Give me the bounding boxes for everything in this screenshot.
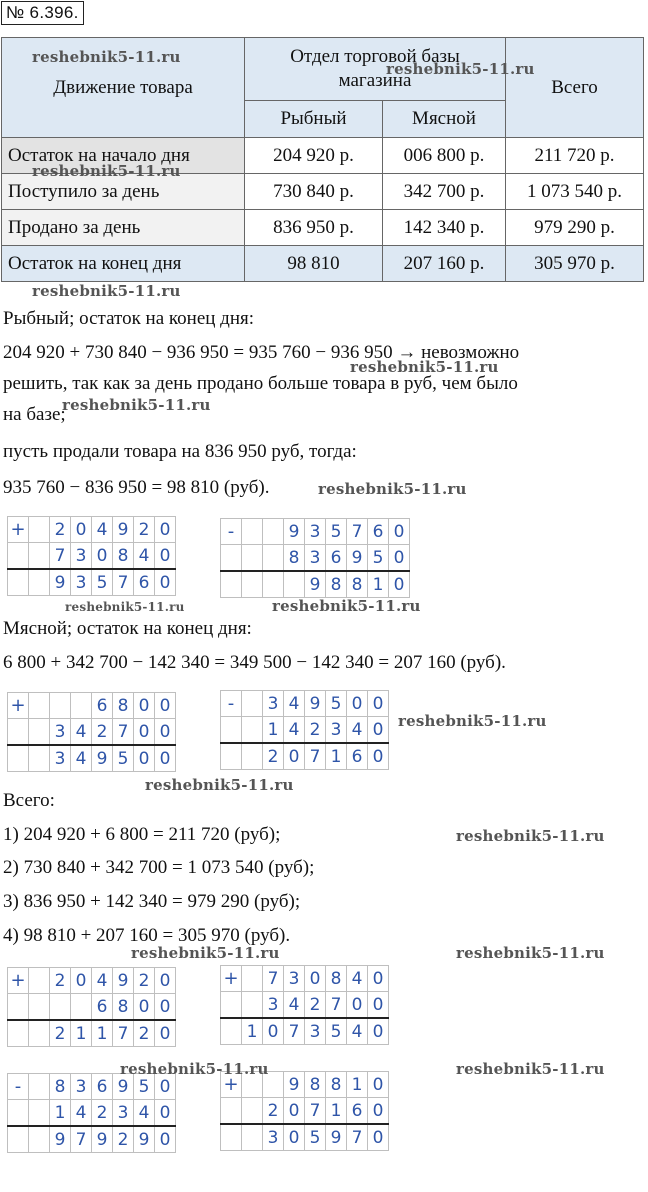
problem-number: № 6.396. [1, 1, 84, 25]
digit-cell: 6 [368, 519, 389, 545]
digit-cell: 0 [155, 569, 176, 596]
total-line-1: 1) 204 920 + 6 800 = 211 720 (руб); [3, 824, 281, 845]
digit-cell: 3 [50, 719, 71, 746]
fish-equation-1-cont: решить, так как за день продано больше товара в руб, чем было [3, 373, 518, 394]
goods-movement-table [1, 37, 644, 282]
operand-row [8, 517, 176, 543]
digit-cell: 2 [134, 1020, 155, 1047]
digit-cell: 2 [134, 517, 155, 543]
column-addition-total-2 [220, 965, 389, 1045]
digit-cell: 0 [305, 966, 326, 992]
digit-cell: 7 [326, 992, 347, 1019]
digit-cell: 9 [92, 745, 113, 772]
operation-sign [8, 1020, 29, 1047]
digit-cell: 4 [347, 966, 368, 992]
watermark: reshebnik5-11.ru [65, 600, 185, 614]
operation-sign: + [221, 1072, 242, 1098]
header-total: Всего [506, 38, 644, 138]
digit-cell: 4 [134, 1100, 155, 1127]
digit-cell: 0 [368, 717, 389, 744]
digit-cell [71, 994, 92, 1021]
digit-cell: 9 [92, 1126, 113, 1153]
digit-cell: 4 [284, 992, 305, 1019]
digit-cell: 2 [50, 968, 71, 994]
digit-cell: 3 [305, 1018, 326, 1045]
digit-cell: 4 [71, 719, 92, 746]
operand-row [221, 545, 410, 572]
digit-cell [284, 571, 305, 598]
digit-cell: 0 [368, 966, 389, 992]
digit-cell: 7 [263, 966, 284, 992]
watermark: reshebnik5-11.ru [350, 358, 499, 376]
digit-cell [242, 1098, 263, 1125]
operation-sign [8, 543, 29, 570]
digit-cell: 0 [71, 517, 92, 543]
digit-cell: 9 [134, 1126, 155, 1153]
digit-cell: 0 [155, 1074, 176, 1100]
header-movement: Движение товара [2, 38, 245, 138]
watermark: reshebnik5-11.ru [131, 944, 280, 962]
digit-cell: 2 [113, 1126, 134, 1153]
operand-row [8, 719, 176, 746]
column-addition-total-4 [220, 1071, 389, 1151]
fish-equation-2: 935 760 − 836 950 = 98 810 (руб). [3, 477, 270, 498]
operation-sign: + [221, 966, 242, 992]
digit-cell: 0 [284, 1124, 305, 1151]
digit-cell: 3 [263, 691, 284, 717]
digit-cell [29, 517, 50, 543]
digit-cell: 4 [71, 1100, 92, 1127]
digit-cell: 2 [134, 968, 155, 994]
header-department: Отдел торговой базы магазина [245, 38, 506, 101]
digit-cell: 4 [347, 717, 368, 744]
digit-cell: 0 [368, 743, 389, 770]
digit-cell: 0 [368, 1018, 389, 1045]
meat-heading: Мясной; остаток на конец дня: [3, 618, 252, 639]
digit-cell: 8 [347, 571, 368, 598]
operation-sign [8, 719, 29, 746]
operation-sign: - [8, 1074, 29, 1100]
digit-cell: 6 [347, 743, 368, 770]
digit-cell: 7 [284, 1018, 305, 1045]
operation-sign: + [8, 517, 29, 543]
watermark: reshebnik5-11.ru [145, 776, 294, 794]
digit-cell: 9 [50, 569, 71, 596]
row-label: Остаток на начало дня [2, 138, 245, 174]
operation-sign [221, 1098, 242, 1125]
digit-cell: 1 [92, 1020, 113, 1047]
column-subtraction-meat [220, 690, 389, 770]
operation-sign [221, 717, 242, 744]
watermark: reshebnik5-11.ru [32, 48, 181, 66]
digit-cell [29, 693, 50, 719]
operation-sign [221, 571, 242, 598]
digit-cell: 5 [326, 519, 347, 545]
digit-cell: 0 [368, 992, 389, 1019]
operand-row [221, 691, 389, 717]
digit-cell: 7 [305, 1098, 326, 1125]
result-row [8, 745, 176, 772]
digit-cell: 7 [113, 1020, 134, 1047]
row-label: Поступило за день [2, 174, 245, 210]
digit-cell: 8 [113, 543, 134, 570]
digit-cell [29, 994, 50, 1021]
operation-sign: - [221, 691, 242, 717]
digit-cell [263, 519, 284, 545]
digit-cell: 0 [368, 1072, 389, 1098]
fish-heading: Рыбный; остаток на конец дня: [3, 308, 255, 329]
digit-cell: 8 [113, 693, 134, 719]
column-addition-fish [7, 516, 176, 596]
digit-cell: 0 [368, 1098, 389, 1125]
digit-cell: 2 [305, 717, 326, 744]
digit-cell: 8 [284, 545, 305, 572]
watermark: reshebnik5-11.ru [318, 480, 467, 498]
digit-cell: 0 [155, 719, 176, 746]
operation-sign: - [221, 519, 242, 545]
cell-total: 1 073 540 р. [506, 174, 644, 210]
digit-cell: 0 [389, 545, 410, 572]
digit-cell: 4 [92, 968, 113, 994]
operation-sign [221, 545, 242, 572]
digit-cell: 3 [305, 519, 326, 545]
digit-cell: 3 [71, 1074, 92, 1100]
digit-cell: 0 [134, 745, 155, 772]
cell-fish: 98 810 [245, 246, 383, 282]
total-line-2: 2) 730 840 + 342 700 = 1 073 540 (руб); [3, 857, 315, 878]
digit-cell [29, 569, 50, 596]
digit-cell: 0 [155, 543, 176, 570]
digit-cell: 5 [326, 1018, 347, 1045]
cell-total: 305 970 р. [506, 246, 644, 282]
digit-cell: 0 [389, 519, 410, 545]
digit-cell: 8 [305, 1072, 326, 1098]
digit-cell: 9 [113, 1074, 134, 1100]
column-subtraction-fish [220, 518, 410, 598]
digit-cell: 9 [347, 545, 368, 572]
total-line-3: 3) 836 950 + 142 340 = 979 290 (руб); [3, 891, 301, 912]
digit-cell: 2 [50, 517, 71, 543]
operation-sign [8, 1100, 29, 1127]
result-row [8, 1126, 176, 1153]
row-label: Продано за день [2, 210, 245, 246]
result-row [8, 569, 176, 596]
digit-cell: 7 [71, 1126, 92, 1153]
digit-cell: 1 [242, 1018, 263, 1045]
digit-cell: 7 [113, 719, 134, 746]
digit-cell: 0 [71, 968, 92, 994]
operation-sign [8, 1126, 29, 1153]
digit-cell: 7 [347, 1124, 368, 1151]
digit-cell: 3 [263, 992, 284, 1019]
digit-cell [263, 545, 284, 572]
operand-row [221, 992, 389, 1019]
digit-cell: 5 [368, 545, 389, 572]
digit-cell: 3 [71, 543, 92, 570]
digit-cell: 8 [50, 1074, 71, 1100]
digit-cell: 0 [134, 994, 155, 1021]
digit-cell: 0 [284, 743, 305, 770]
digit-cell: 6 [134, 569, 155, 596]
digit-cell [242, 545, 263, 572]
digit-cell: 9 [284, 519, 305, 545]
watermark: reshebnik5-11.ru [32, 162, 181, 180]
digit-cell: 4 [71, 745, 92, 772]
column-addition-total-1 [7, 967, 176, 1047]
digit-cell: 9 [50, 1126, 71, 1153]
result-row [8, 1020, 176, 1047]
digit-cell: 9 [113, 517, 134, 543]
digit-cell: 4 [347, 1018, 368, 1045]
result-row [221, 1018, 389, 1045]
digit-cell: 5 [305, 1124, 326, 1151]
result-row [221, 1124, 389, 1151]
digit-cell: 4 [92, 517, 113, 543]
digit-cell: 7 [50, 543, 71, 570]
watermark: reshebnik5-11.ru [456, 944, 605, 962]
digit-cell: 5 [92, 569, 113, 596]
digit-cell: 2 [263, 1098, 284, 1125]
digit-cell: 4 [134, 543, 155, 570]
digit-cell [71, 693, 92, 719]
digit-cell: 9 [305, 571, 326, 598]
digit-cell: 9 [113, 968, 134, 994]
operand-row [221, 1098, 389, 1125]
operation-sign [8, 745, 29, 772]
digit-cell: 7 [347, 519, 368, 545]
digit-cell [242, 571, 263, 598]
digit-cell [50, 994, 71, 1021]
digit-cell: 1 [368, 571, 389, 598]
digit-cell: 9 [305, 691, 326, 717]
digit-cell [242, 717, 263, 744]
operation-sign [221, 992, 242, 1019]
digit-cell [29, 719, 50, 746]
cell-meat: 342 700 р. [383, 174, 506, 210]
digit-cell: 6 [347, 1098, 368, 1125]
digit-cell: 2 [92, 1100, 113, 1127]
digit-cell [242, 1124, 263, 1151]
digit-cell: 0 [155, 517, 176, 543]
digit-cell: 7 [305, 743, 326, 770]
watermark: reshebnik5-11.ru [120, 1060, 269, 1078]
cell-fish: 836 950 р. [245, 210, 383, 246]
table-row [2, 246, 644, 282]
digit-cell [242, 966, 263, 992]
digit-cell: 5 [326, 691, 347, 717]
digit-cell [242, 691, 263, 717]
digit-cell: 6 [326, 545, 347, 572]
digit-cell: 0 [134, 719, 155, 746]
operation-sign [221, 1124, 242, 1151]
operation-sign [221, 743, 242, 770]
digit-cell [29, 968, 50, 994]
operand-row [8, 543, 176, 570]
digit-cell: 0 [155, 693, 176, 719]
column-addition-meat [7, 692, 176, 772]
digit-cell: 0 [155, 1100, 176, 1127]
operation-sign [8, 994, 29, 1021]
digit-cell: 1 [263, 717, 284, 744]
digit-cell [242, 743, 263, 770]
table-row [2, 210, 644, 246]
cell-fish: 204 920 р. [245, 138, 383, 174]
digit-cell: 0 [347, 691, 368, 717]
result-row [221, 571, 410, 598]
digit-cell: 2 [50, 1020, 71, 1047]
cell-meat: 142 340 р. [383, 210, 506, 246]
digit-cell: 0 [263, 1018, 284, 1045]
digit-cell: 0 [134, 693, 155, 719]
digit-cell: 0 [92, 543, 113, 570]
operand-row [8, 994, 176, 1021]
digit-cell: 6 [92, 1074, 113, 1100]
digit-cell: 0 [155, 1020, 176, 1047]
cell-meat: 207 160 р. [383, 246, 506, 282]
digit-cell: 0 [368, 1124, 389, 1151]
digit-cell [29, 1126, 50, 1153]
digit-cell: 6 [92, 994, 113, 1021]
digit-cell: 8 [326, 571, 347, 598]
digit-cell: 2 [305, 992, 326, 1019]
digit-cell: 4 [284, 717, 305, 744]
digit-cell [29, 745, 50, 772]
digit-cell: 3 [284, 966, 305, 992]
digit-cell: 8 [326, 1072, 347, 1098]
digit-cell: 0 [155, 745, 176, 772]
digit-cell: 3 [71, 569, 92, 596]
operand-row [221, 717, 389, 744]
digit-cell: 8 [113, 994, 134, 1021]
operand-row [8, 968, 176, 994]
digit-cell: 1 [347, 1072, 368, 1098]
digit-cell [242, 519, 263, 545]
operand-row [221, 519, 410, 545]
fish-equation-1: 204 920 + 730 840 − 936 950 = 935 760 − 936 950 → невозможно [3, 342, 520, 363]
watermark: reshebnik5-11.ru [272, 597, 421, 615]
operand-row [221, 966, 389, 992]
digit-cell: 9 [326, 1124, 347, 1151]
digit-cell: 6 [92, 693, 113, 719]
digit-cell: 5 [113, 745, 134, 772]
digit-cell [29, 1100, 50, 1127]
digit-cell: 3 [326, 717, 347, 744]
digit-cell [50, 693, 71, 719]
column-subtraction-total-3 [7, 1073, 176, 1153]
digit-cell: 0 [155, 1126, 176, 1153]
watermark: reshebnik5-11.ru [62, 396, 211, 414]
digit-cell [29, 543, 50, 570]
watermark: reshebnik5-11.ru [386, 60, 535, 78]
operation-sign: + [8, 693, 29, 719]
digit-cell: 5 [134, 1074, 155, 1100]
cell-total: 211 720 р. [506, 138, 644, 174]
digit-cell: 0 [155, 968, 176, 994]
digit-cell: 0 [284, 1098, 305, 1125]
digit-cell [29, 1074, 50, 1100]
digit-cell: 0 [389, 571, 410, 598]
digit-cell: 3 [263, 1124, 284, 1151]
operation-sign [8, 569, 29, 596]
digit-cell: 7 [113, 569, 134, 596]
cell-meat: 006 800 р. [383, 138, 506, 174]
digit-cell [242, 992, 263, 1019]
operand-row [8, 1100, 176, 1127]
digit-cell [29, 1020, 50, 1047]
digit-cell: 1 [326, 743, 347, 770]
cell-fish: 730 840 р. [245, 174, 383, 210]
digit-cell: 3 [50, 745, 71, 772]
fish-suppose: пусть продали товара на 836 950 руб, тогда: [3, 441, 357, 462]
meat-equation: 6 800 + 342 700 − 142 340 = 349 500 − 142 340 = 207 160 (руб). [3, 652, 506, 673]
digit-cell: 9 [284, 1072, 305, 1098]
header-fish: Рыбный [245, 101, 383, 138]
result-row [221, 743, 389, 770]
operand-row [8, 693, 176, 719]
digit-cell [263, 571, 284, 598]
fish-equation-1-cont2: на базе; [3, 404, 66, 425]
row-label: Остаток на конец дня [2, 246, 245, 282]
digit-cell: 3 [113, 1100, 134, 1127]
digit-cell: 1 [326, 1098, 347, 1125]
digit-cell: 2 [92, 719, 113, 746]
digit-cell: 3 [305, 545, 326, 572]
total-line-4: 4) 98 810 + 207 160 = 305 970 (руб). [3, 925, 291, 946]
digit-cell: 2 [263, 743, 284, 770]
digit-cell: 0 [347, 992, 368, 1019]
watermark: reshebnik5-11.ru [456, 1060, 605, 1078]
watermark: reshebnik5-11.ru [398, 712, 547, 730]
digit-cell: 1 [71, 1020, 92, 1047]
watermark: reshebnik5-11.ru [456, 827, 605, 845]
cell-total: 979 290 р. [506, 210, 644, 246]
digit-cell: 0 [368, 691, 389, 717]
total-heading: Всего: [3, 790, 55, 811]
operation-sign [221, 1018, 242, 1045]
header-meat: Мясной [383, 101, 506, 138]
watermark: reshebnik5-11.ru [32, 282, 181, 300]
digit-cell: 1 [50, 1100, 71, 1127]
digit-cell: 0 [155, 994, 176, 1021]
digit-cell: 4 [284, 691, 305, 717]
operation-sign: + [8, 968, 29, 994]
digit-cell: 8 [326, 966, 347, 992]
